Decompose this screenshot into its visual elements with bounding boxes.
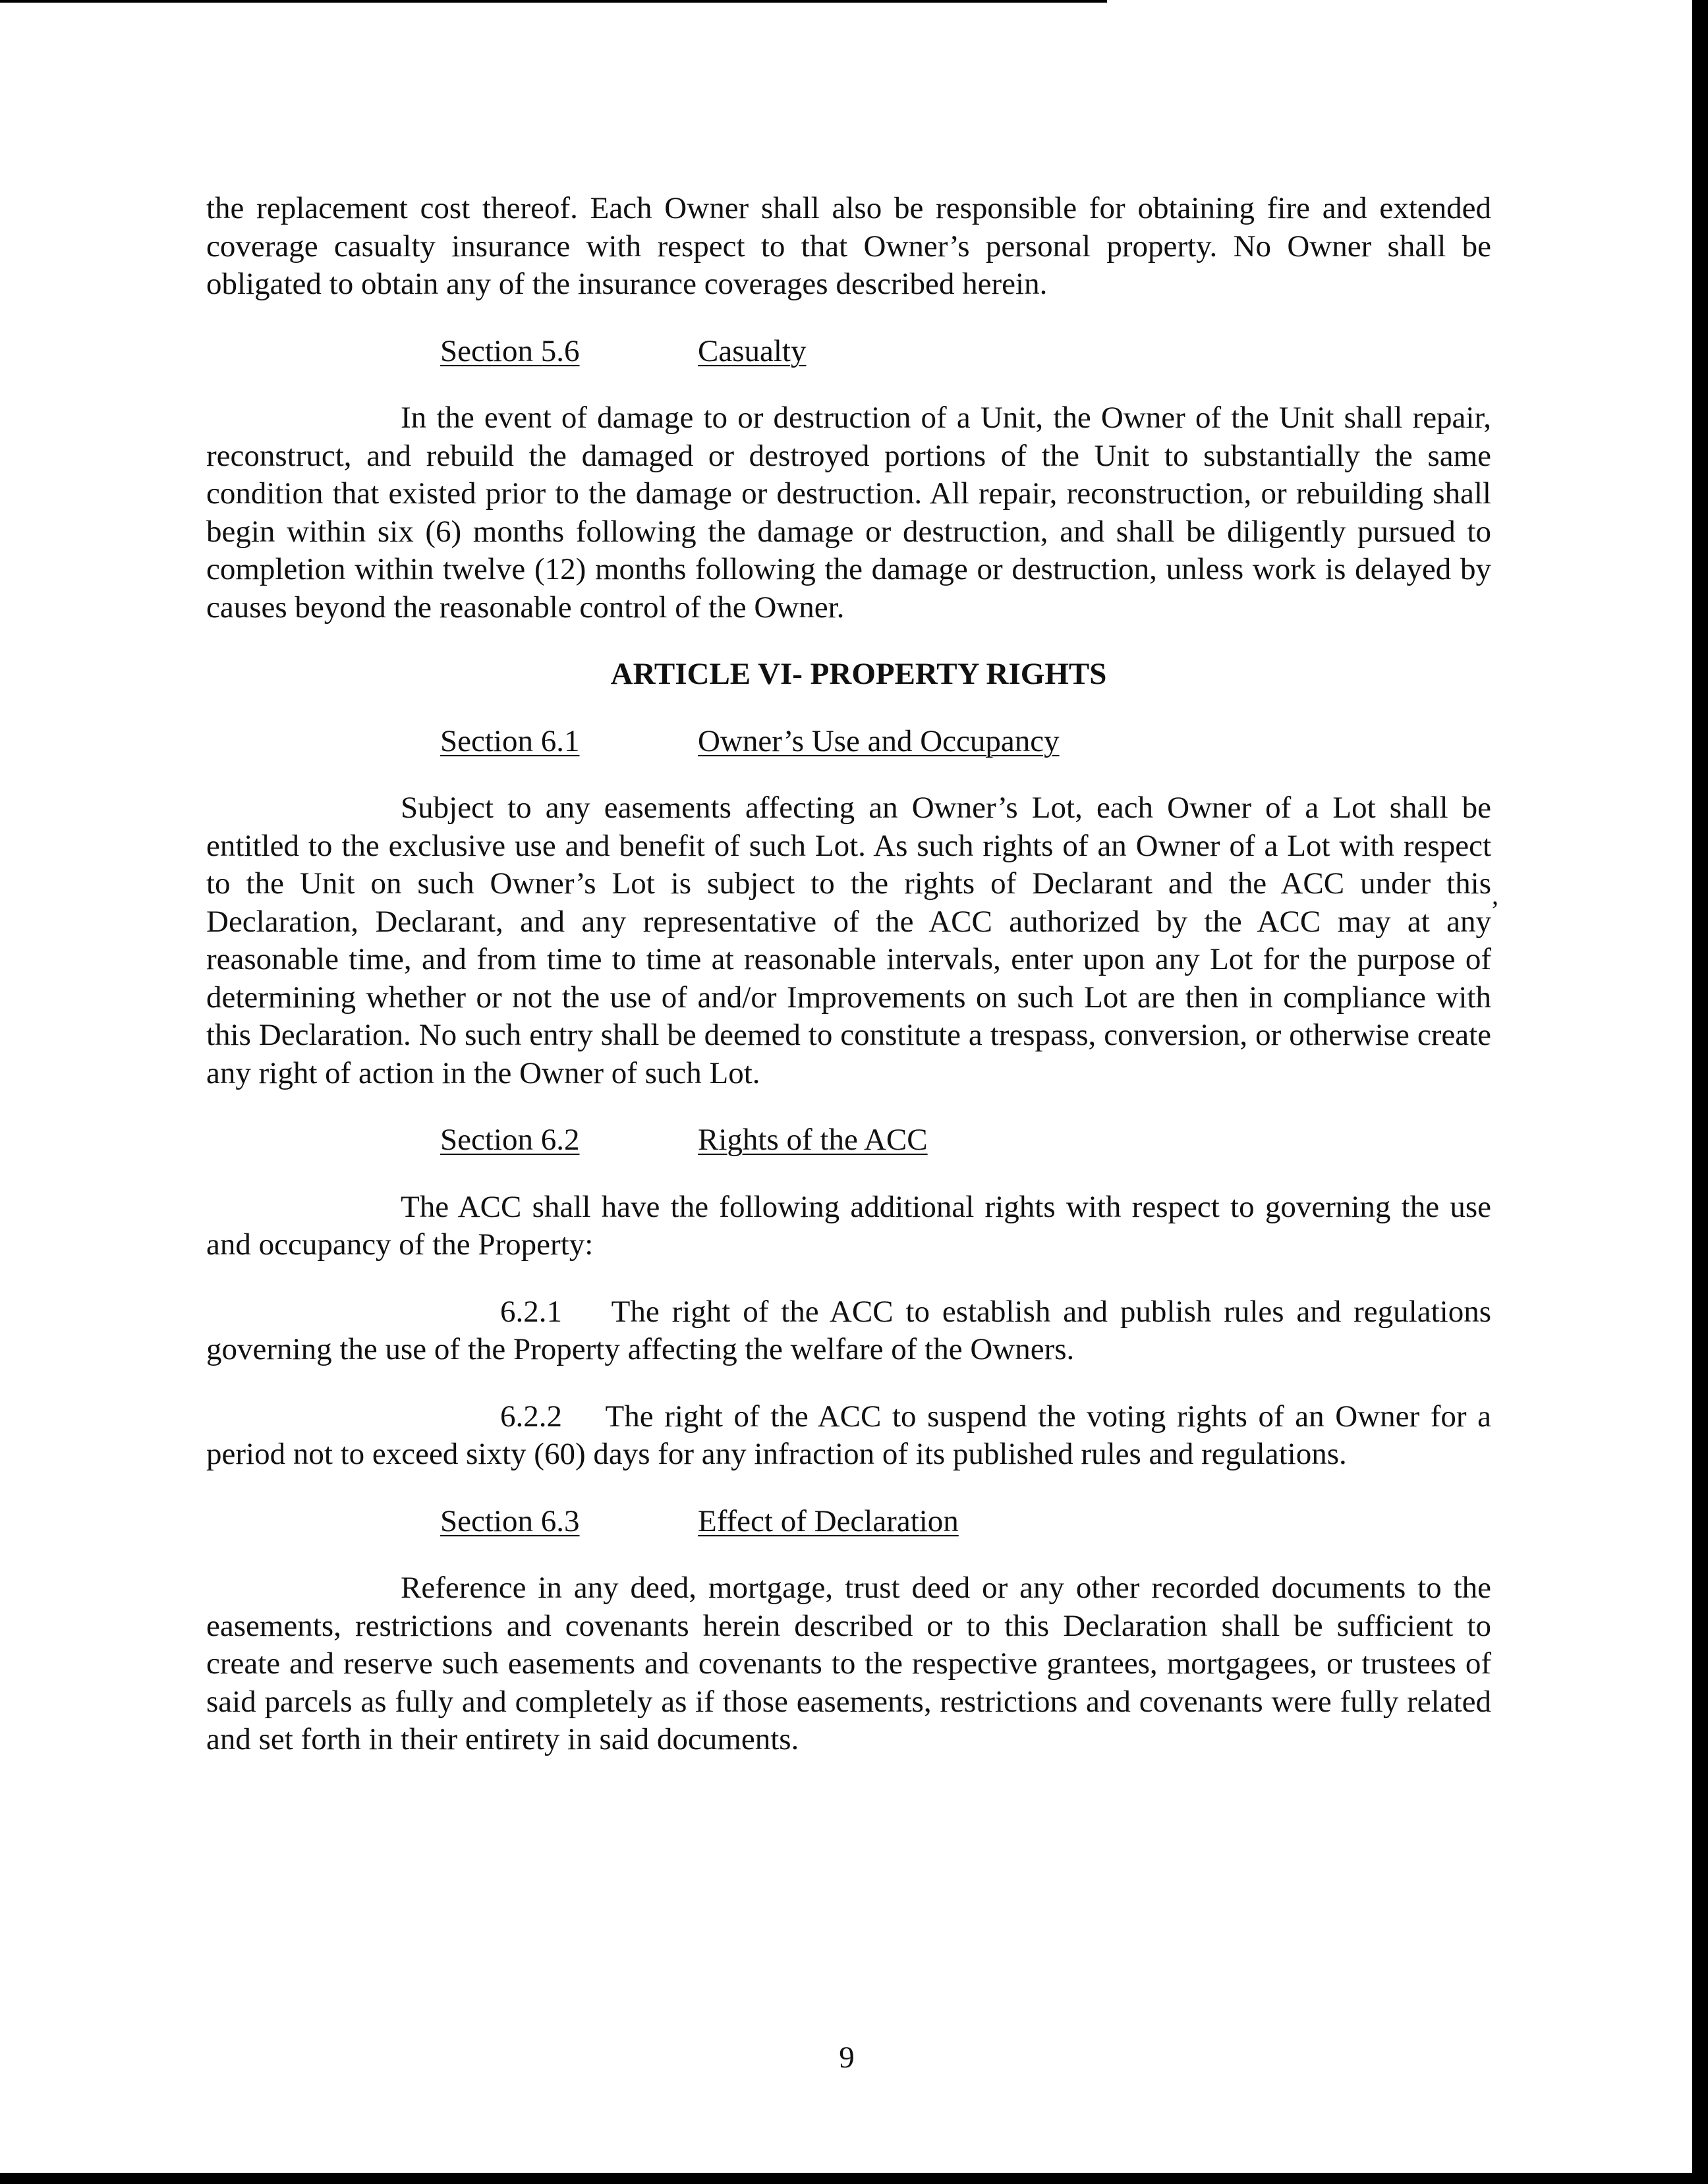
section-6-1-title: Owner’s Use and Occupancy <box>698 723 1060 758</box>
section-6-2-1-item: 6.2.1 The right of the ACC to establish and publish rules and regulations governing the use of the Property affecting the welfare of the Owners. <box>206 1294 1499 1366</box>
section-6-2-title: Rights of the ACC <box>698 1123 928 1157</box>
intro-paragraph: the replacement cost thereof. Each Owner shall also be responsible for obtaining fire and extended coverage casualty insurance with respect to that Owner’s personal property. No Owner shall be obligated to obtain any of the insurance coverages described herein. <box>206 191 1491 301</box>
section-6-2-number: Section 6.2 <box>440 1123 580 1157</box>
section-6-3-body: Reference in any deed, mortgage, trust deed or any other recorded documents to the easements, restrictions and covenants herein described or to this Declaration shall be sufficient to create and reserve such easements and covenants to the respective grantees, mortgagees, or trustees of said parcels as fully and completely as if those easements, restrictions and covenants were fully related and set forth in their entirety in said documents. <box>206 1571 1491 1756</box>
section-6-3-number: Section 6.3 <box>440 1503 580 1538</box>
section-6-2-2-item: 6.2.2 The right of the ACC to suspend the voting rights of an Owner for a period not to exceed sixty (60) days for any infraction of its published rules and regulations. <box>206 1399 1499 1471</box>
section-6-3-title: Effect of Declaration <box>698 1503 959 1538</box>
scan-border-bottom <box>0 2173 1708 2184</box>
section-6-1-number: Section 6.1 <box>440 723 580 758</box>
section-6-2-body: The ACC shall have the following additional rights with respect to governing the use and occupancy of the Property: <box>206 1189 1491 1262</box>
margin-mark: ’ <box>1491 895 1500 925</box>
section-6-1-body: Subject to any easements affecting an Owner’s Lot, each Owner of a Lot shall be entitled to the exclusive use and benefit of such Lot. As such rights of an Owner of a Lot with respect to the Unit on such Owner’s Lot is subject to the rights of Declarant and the ACC under this Declaration, Declarant, and any representative of the ACC authorized by the ACC may at any reasonable time, and from time to time at reasonable intervals, enter upon any Lot for the purpose of determining whether or not the use of and/or Improvements on such Lot are then in compliance with this Declaration. No such entry shall be deemed to constitute a trespass, conversion, or otherwise create any right of action in the Owner of such Lot. <box>206 791 1491 1090</box>
section-5-6-number: Section 5.6 <box>440 333 580 368</box>
section-5-6-body: In the event of damage to or destruction of a Unit, the Owner of the Unit shall repair, reconstruct, and rebuild the damaged or destroyed portions of the Unit to substantially the same condition that existed prior to the damage or destruction. All repair, reconstruction, or rebuilding shall begin within six (6) months following the damage or destruction, and shall be diligently pursued to completion within twelve (12) months following the damage or destruction, unless work is delayed by causes beyond the reasonable control of the Owner. <box>206 401 1491 625</box>
article-heading: ARTICLE VI- PROPERTY RIGHTS <box>610 657 1107 691</box>
scan-border-right <box>1692 0 1708 2184</box>
section-6-3-heading <box>206 1503 1491 1541</box>
page-number: 9 <box>839 2040 855 2075</box>
section-6-1-heading <box>206 723 1491 761</box>
document-body <box>206 190 1499 1759</box>
section-5-6-title: Casualty <box>698 333 807 368</box>
section-6-2-heading <box>206 1121 1491 1160</box>
section-5-6-heading <box>206 333 1491 371</box>
scan-border-top <box>0 0 1107 3</box>
